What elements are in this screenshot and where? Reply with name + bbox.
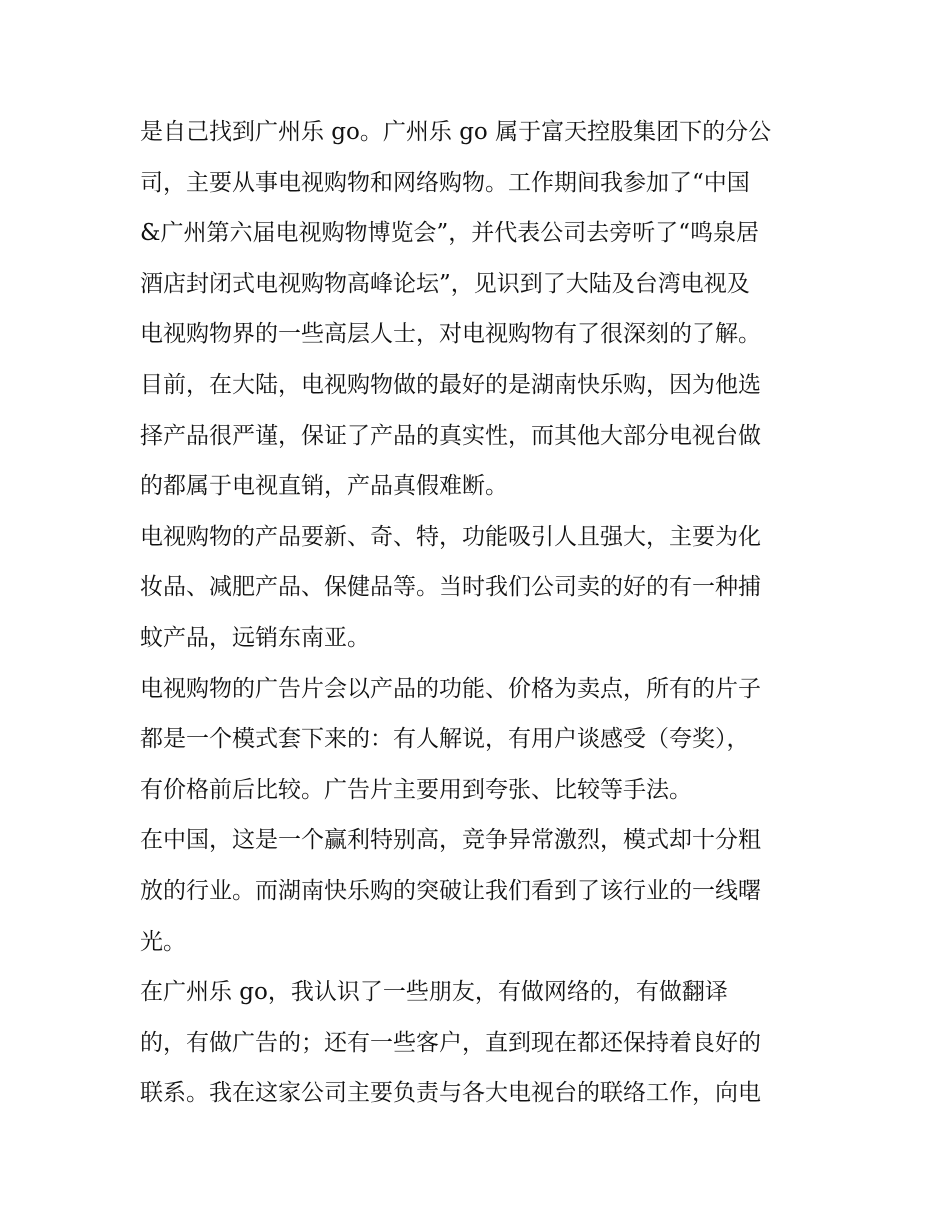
text-line: 光。 — [140, 928, 186, 955]
text-line: 电视购物的产品要新、奇、特，功能吸引人且强大，主要为化 — [140, 523, 761, 550]
text-line: 酒店封闭式电视购物高峰论坛”，见识到了大陆及台湾电视及 — [140, 270, 750, 297]
text-line: 的，有做广告的；还有一些客户，直到现在都还保持着良好的 — [140, 1029, 761, 1056]
text-line: 在中国，这是一个赢利特别高，竞争异常激烈，模式却十分粗 — [140, 827, 761, 854]
text-line: 都是一个模式套下来的：有人解说，有用户谈感受（夸奖）， — [140, 726, 750, 753]
document-text-body — [140, 107, 820, 1119]
text-line: 电视购物界的一些高层人士，对电视购物有了很深刻的了解。 — [140, 321, 761, 348]
text-line: &广州第六届电视购物博览会”，并代表公司去旁听了“鸣泉居 — [140, 220, 759, 247]
text-line: 的都属于电视直销，产品真假难断。 — [140, 473, 508, 500]
text-line: 电视购物的广告片会以产品的功能、价格为卖点，所有的片子 — [140, 675, 761, 702]
text-line: 择产品很严谨，保证了产品的真实性，而其他大部分电视台做 — [140, 422, 761, 449]
text-line: 有价格前后比较。广告片主要用到夸张、比较等手法。 — [140, 776, 692, 803]
text-line: 司，主要从事电视购物和网络购物。工作期间我参加了“中国 — [140, 169, 750, 196]
text-line: 在广州乐 go，我认识了一些朋友，有做网络的，有做翻译 — [140, 979, 728, 1006]
text-line: 妆品、减肥产品、保健品等。当时我们公司卖的好的有一种捕 — [140, 574, 761, 601]
text-line: 目前，在大陆，电视购物做的最好的是湖南快乐购，因为他选 — [140, 371, 761, 398]
text-line: 放的行业。而湖南快乐购的突破让我们看到了该行业的一线曙 — [140, 877, 761, 904]
text-line: 是自己找到广州乐 go。广州乐 go 属于富天控股集团下的分公 — [140, 119, 772, 145]
text-line: 联系。我在这家公司主要负责与各大电视台的联络工作，向电 — [140, 1080, 761, 1107]
text-line: 蚊产品，远销东南亚。 — [140, 624, 370, 651]
